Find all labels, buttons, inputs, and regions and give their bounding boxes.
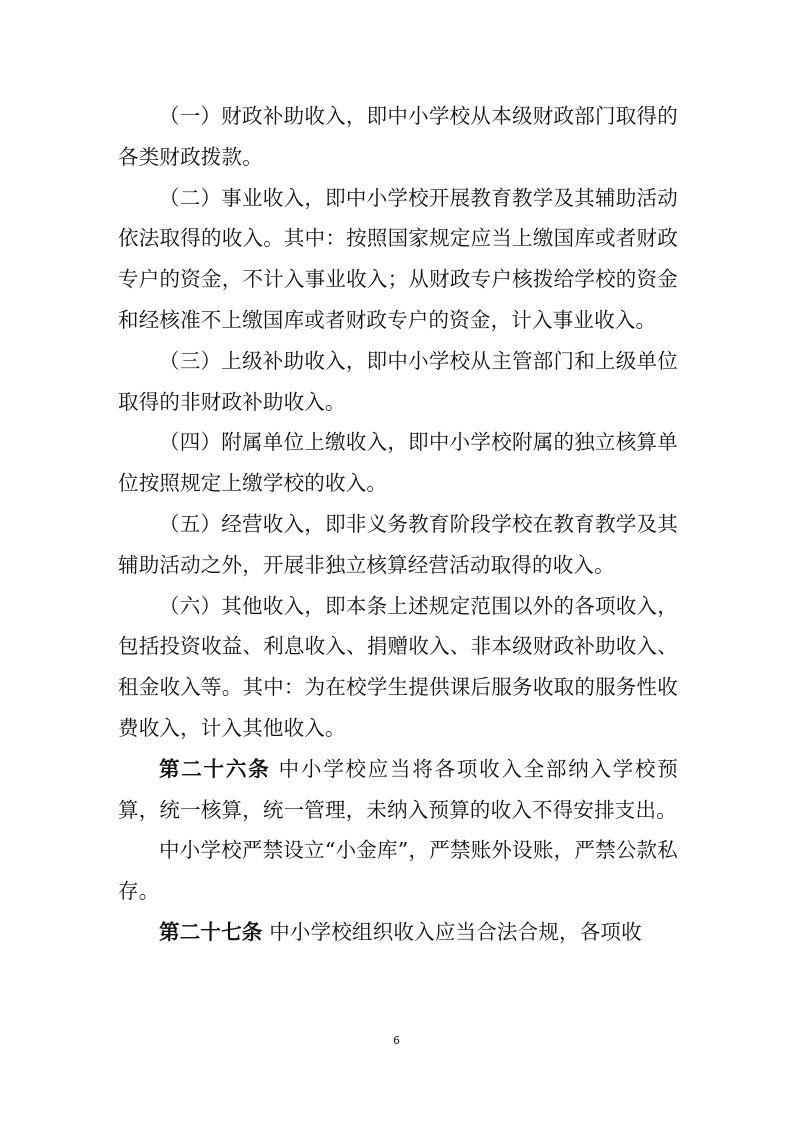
paragraph-affiliated-unit-income: （四）附属单位上缴收入，即中小学校附属的独立核算单位按照规定上缴学校的收入。: [118, 430, 678, 496]
article-26-number: 第二十六条: [159, 756, 271, 781]
document-body: [118, 96, 678, 953]
paragraph-business-income: （二）事业收入，即中小学校开展教育教学及其辅助活动依法取得的收入。其中：按照国家规定应当上缴国库或者财政专户的资金，不计入事业收入；从财政专户核拨给学校的资金和经核准不上缴国库或者财政专户的资金，计入事业收入。: [118, 185, 678, 332]
paragraph-superior-subsidy-income: （三）上级补助收入，即中小学校从主管部门和上级单位取得的非财政补助收入。: [118, 348, 678, 414]
article-26: [118, 749, 678, 831]
article-26-text: 中小学校应当将各项收入全部纳入学校预算，统一核算，统一管理，未纳入预算的收入不得安排支出。: [118, 756, 679, 822]
article-27: [118, 912, 678, 953]
article-27-number: 第二十七条: [159, 919, 263, 944]
paragraph-operating-income: （五）经营收入，即非义务教育阶段学校在教育教学及其辅助活动之外，开展非独立核算经营活动取得的收入。: [118, 511, 678, 577]
paragraph-fiscal-subsidy-income: （一）财政补助收入，即中小学校从本级财政部门取得的各类财政拨款。: [118, 104, 678, 169]
article-27-text: 中小学校组织收入应当合法合规，各项收: [269, 919, 642, 944]
paragraph-other-income: （六）其他收入，即本条上述规定范围以外的各项收入，包括投资收益、利息收入、捐赠收入、非本级财政补助收入、租金收入等。其中：为在校学生提供课后服务收取的服务性收费收入，计入其他收入。: [118, 593, 678, 740]
page-number: 6: [393, 1034, 400, 1047]
paragraph-small-treasury-ban: 中小学校严禁设立“小金库”，严禁账外设账，严禁公款私存。: [118, 838, 678, 904]
